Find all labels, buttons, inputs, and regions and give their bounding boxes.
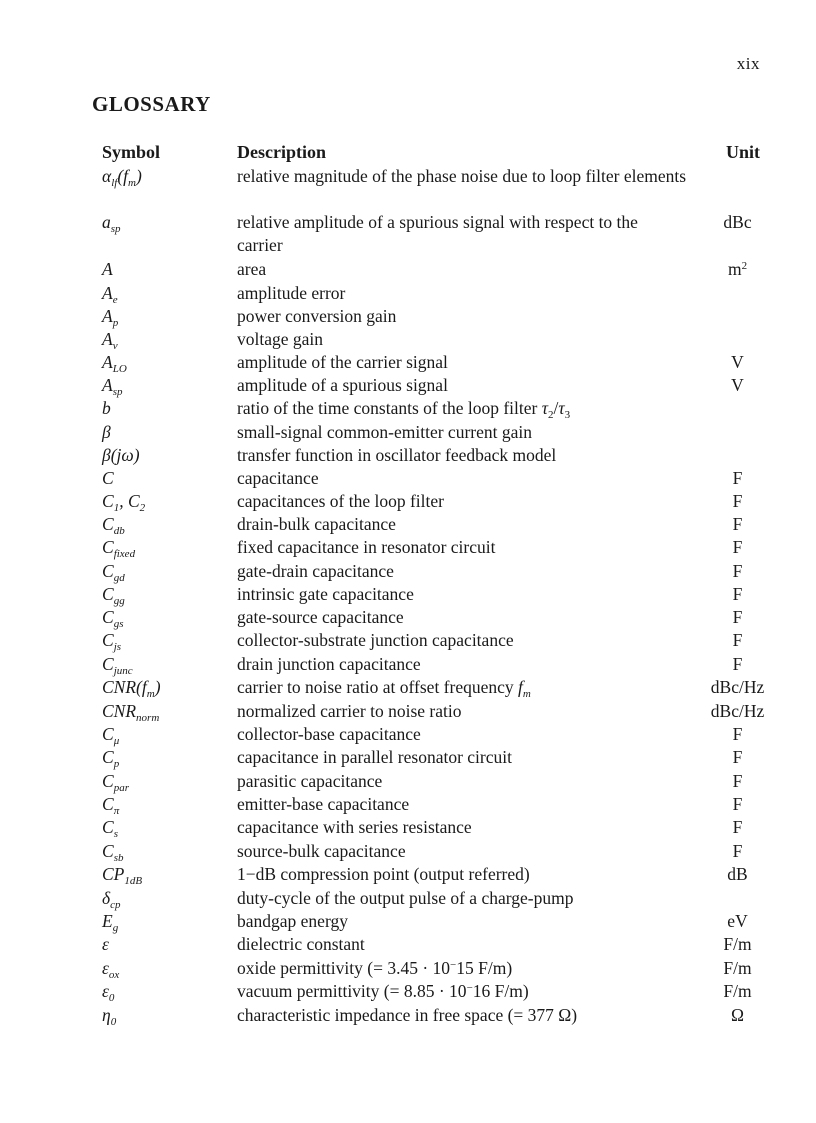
glossary-description: relative amplitude of a spurious signal with respect to the carrier: [237, 212, 638, 255]
glossary-symbol: $A_e$: [102, 283, 118, 306]
glossary-symbol: b: [102, 398, 111, 418]
glossary-symbol: $C_s$: [102, 817, 118, 840]
glossary-description: transfer function in oscillator feedback model: [237, 445, 557, 465]
header-unit: Unit: [725, 142, 760, 162]
glossary-unit: F: [732, 561, 743, 581]
glossary-symbol: $C_\mu$: [102, 724, 120, 747]
glossary-description: collector-substrate junction capacitance: [237, 630, 514, 650]
glossary-symbol: $C_p$: [102, 747, 120, 770]
glossary-description: amplitude of a spurious signal: [237, 375, 448, 395]
glossary-unit: dBc/Hz: [710, 677, 765, 697]
glossary-unit: F: [732, 584, 743, 604]
glossary-symbol: $C_{js}$: [102, 630, 122, 653]
glossary-description: characteristic impedance in free space (= 377 Ω): [237, 1005, 578, 1025]
glossary-description: power conversion gain: [237, 306, 397, 326]
glossary-symbol: $\delta_{cp}$: [102, 888, 121, 911]
glossary-unit: F/m: [723, 958, 752, 978]
glossary-symbol: $C_{sb}$: [102, 841, 124, 864]
glossary-description: amplitude of the carrier signal: [237, 352, 448, 372]
glossary-description: carrier to noise ratio at offset frequency $f_m$: [237, 677, 531, 700]
glossary-symbol: $CNR_{norm}$: [102, 701, 160, 724]
glossary-symbol: $A_p$: [102, 306, 119, 329]
glossary-symbol: β(jω): [102, 445, 140, 465]
glossary-unit: dBc: [723, 212, 752, 232]
glossary-symbol: $\alpha_{lf}(f_m)$: [102, 166, 142, 189]
glossary-symbol: $C_{gd}$: [102, 561, 125, 584]
glossary-unit: F/m: [723, 981, 752, 1001]
glossary-description: vacuum permittivity (= 8.85 · 10−16 F/m): [237, 981, 529, 1001]
glossary-unit: $m^2$: [727, 259, 748, 279]
glossary-description: ratio of the time constants of the loop filter $\tau_2/\tau_3$: [237, 398, 571, 421]
glossary-unit: F: [732, 794, 743, 814]
glossary-symbol: $\varepsilon_0$: [102, 981, 115, 1004]
glossary-unit: F: [732, 514, 743, 534]
glossary-description: drain junction capacitance: [237, 654, 421, 674]
glossary-unit: F: [732, 771, 743, 791]
glossary-unit: V: [731, 375, 744, 395]
glossary-unit: dB: [727, 864, 748, 884]
glossary-unit: F: [732, 724, 743, 744]
glossary-description: oxide permittivity (= 3.45 · 10−15 F/m): [237, 958, 513, 978]
glossary-symbol: $C_1$, $C_2$: [102, 491, 146, 514]
glossary-symbol: $C_{db}$: [102, 514, 125, 537]
glossary-unit: F: [732, 747, 743, 767]
glossary-symbol: A: [102, 259, 113, 279]
glossary-symbol: $C_\pi$: [102, 794, 120, 817]
glossary-symbol: $\varepsilon_{ox}$: [102, 958, 120, 981]
glossary-symbol: C: [102, 468, 114, 488]
glossary-description: fixed capacitance in resonator circuit: [237, 537, 496, 557]
glossary-unit: eV: [727, 911, 748, 931]
glossary-description: voltage gain: [237, 329, 324, 349]
glossary-description: gate-drain capacitance: [237, 561, 394, 581]
glossary-unit: Ω: [730, 1005, 744, 1025]
glossary-description: drain-bulk capacitance: [237, 514, 396, 534]
header-symbol: Symbol: [102, 142, 161, 162]
glossary-unit: V: [731, 352, 744, 372]
glossary-symbol: $C_{gs}$: [102, 607, 124, 630]
glossary-symbol: $C_{junc}$: [102, 654, 133, 677]
glossary-description: capacitance: [237, 468, 319, 488]
glossary-description: dielectric constant: [237, 934, 365, 954]
glossary-unit: F: [732, 537, 743, 557]
glossary-symbol: $C_{fixed}$: [102, 537, 136, 560]
page-title: GLOSSARY: [92, 92, 211, 116]
glossary-unit: F: [732, 468, 743, 488]
glossary-description: amplitude error: [237, 283, 346, 303]
glossary-symbol: $A_v$: [102, 329, 118, 352]
glossary-description: parasitic capacitance: [237, 771, 383, 791]
glossary-symbol: ε: [102, 934, 109, 954]
glossary-description: capacitances of the loop filter: [237, 491, 444, 511]
glossary-symbol: $CNR(f_m)$: [102, 677, 161, 700]
header-description: Description: [237, 142, 326, 162]
glossary-symbol: $A_{sp}$: [102, 375, 123, 398]
glossary-description: intrinsic gate capacitance: [237, 584, 414, 604]
glossary-symbol: $CP_{1dB}$: [102, 864, 143, 887]
glossary-description: capacitance in parallel resonator circuit: [237, 747, 512, 767]
glossary-description: bandgap energy: [237, 911, 348, 931]
glossary-description: gate-source capacitance: [237, 607, 404, 627]
page-number: xix: [736, 54, 760, 73]
glossary-unit: F: [732, 841, 743, 861]
glossary-symbol: $C_{par}$: [102, 771, 129, 794]
glossary-description: capacitance with series resistance: [237, 817, 472, 837]
glossary-description: duty-cycle of the output pulse of a charge-pump: [237, 888, 574, 908]
glossary-unit: F: [732, 817, 743, 837]
glossary-unit: F: [732, 491, 743, 511]
glossary-description: small-signal common-emitter current gain: [237, 422, 532, 442]
glossary-description: normalized carrier to noise ratio: [237, 701, 462, 721]
glossary-symbol: $a_{sp}$: [102, 212, 121, 235]
glossary-symbol: $C_{gg}$: [102, 584, 125, 607]
glossary-description: 1−dB compression point (output referred): [237, 864, 530, 884]
glossary-description: emitter-base capacitance: [237, 794, 410, 814]
glossary-symbol: $E_g$: [102, 911, 119, 934]
glossary-description: area: [237, 259, 267, 279]
glossary-unit: F: [732, 607, 743, 627]
glossary-description: source-bulk capacitance: [237, 841, 406, 861]
glossary-unit: F: [732, 654, 743, 674]
glossary-description: collector-base capacitance: [237, 724, 421, 744]
glossary-unit: F: [732, 630, 743, 650]
glossary-unit: dBc/Hz: [710, 701, 765, 721]
glossary-unit: F/m: [723, 934, 752, 954]
glossary-symbol: $\eta_0$: [102, 1005, 117, 1028]
glossary-symbol: $A_{LO}$: [102, 352, 127, 375]
glossary-description: relative magnitude of the phase noise due to loop filter elements: [237, 166, 687, 186]
glossary-symbol: β: [102, 422, 111, 442]
